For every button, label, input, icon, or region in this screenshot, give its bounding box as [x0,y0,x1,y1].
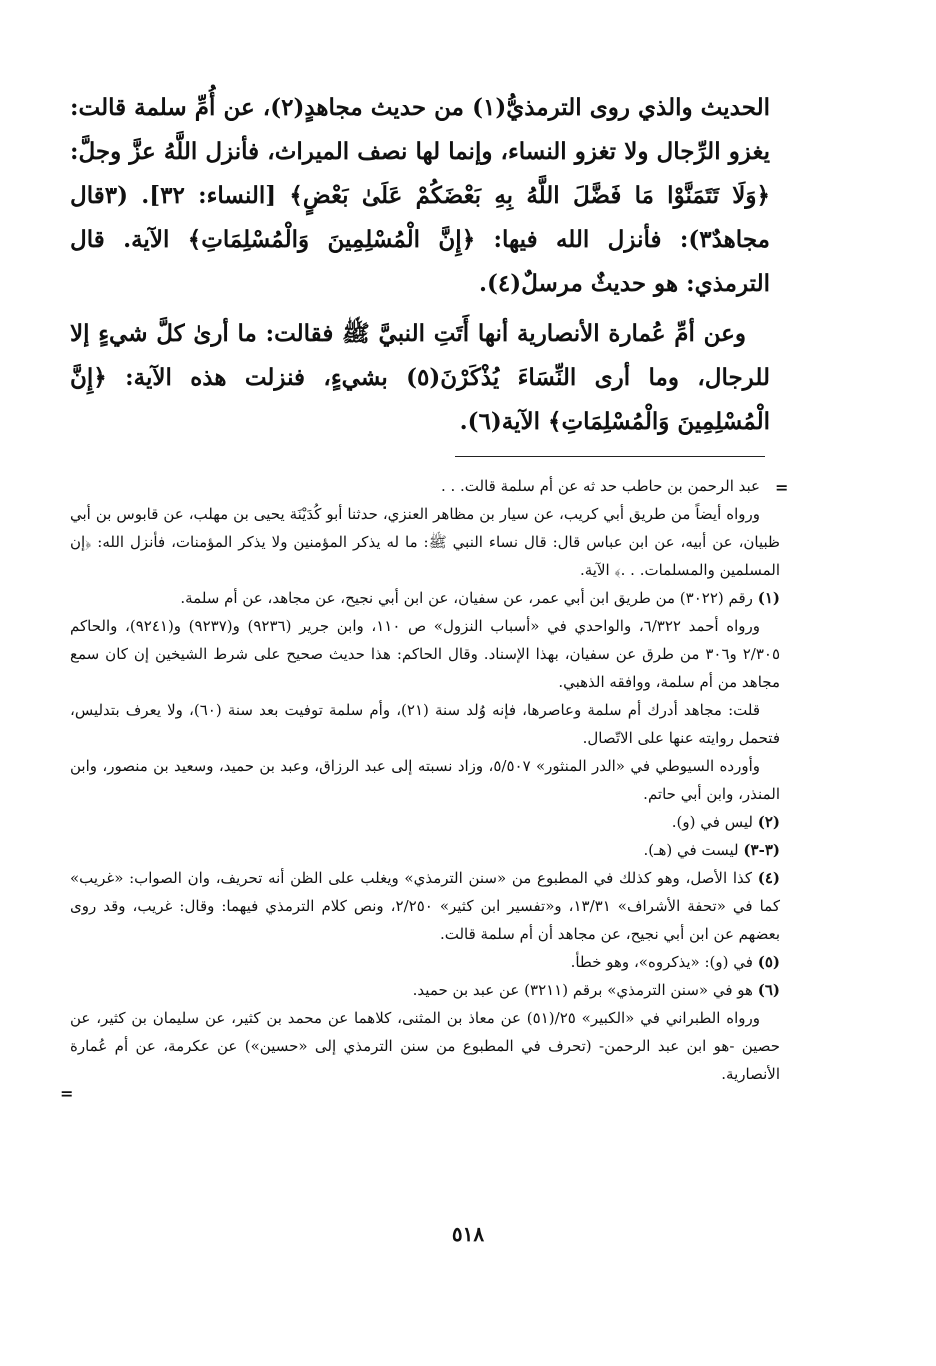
main-paragraph: وعن أمِّ عُمارة الأنصارية أنها أَتَتِ النبيَّ ﷺ فقالت: ما أرىٰ كلَّ شيءٍ إلا للرجال، وما أرى النِّسَاءَ يُذْكَرْنَ(٥) بشيءٍ، فنزلت هذه الآية: ﴿إِنَّ الْمُسْلِمِينَ وَالْمُسْلِمَاتِ﴾ الآية(٦). [70,320,770,435]
footnote-number: (٦) [757,981,780,999]
footnote-3 [70,836,780,864]
footnote-paragraph: وأورده السيوطي في «الدر المنثور» ٥/٥٠٧، وزاد نسبته إلى عبد الرزاق، وعبد بن حميد، وسعيد بن منصور، وابن المنذر، وابن أبي حاتم. [70,757,780,803]
footnote-2 [70,808,780,836]
main-paragraph: الحديث والذي روى الترمذيُّ(١) من حديث مجاهدٍ(٢)، عن أُمِّ سلمة قالت: يغزو الرِّجال ولا تغزو النساء، وإنما لها نصف الميراث، فأنزل اللَّهُ عزَّ وجلَّ: ﴿وَلَا تَتَمَنَّوْا مَا فَضَّلَ اللَّهُ بِهِ بَعْضَكُمْ عَلَىٰ بَعْضٍ﴾ [النساء: ٣٢]. (٣قال مجاهدٌ٣): فأنزل الله فيها: ﴿إِنَّ الْمُسْلِمِينَ وَالْمُسْلِمَاتِ﴾ الآية. قال الترمذي: هو حديثٌ مرسلٌ(٤). [70,94,770,297]
footnote-text: هو في «سنن الترمذي» برقم (٣٢١١) عن عبد بن حميد. [412,981,753,999]
footnote-4 [70,864,780,948]
footnote-6 [70,976,780,1004]
footnotes-section [70,472,780,1088]
footnote-number: (٣-٣) [743,841,780,859]
continuation-marker: = [775,478,789,497]
footnote-paragraph: ورواه الطبراني في «الكبير» ٢٥/(٥١) عن معاذ بن المثنى، كلاهما عن محمد بن كثير، عن سليمان بن كثير، عن حصين -هو ابن عبد الرحمن- (تحرف في المطبوع من سنن الترمذي إلى «حسين») عن عكرمة، عن أم عُمارة الأنصارية. [70,1009,780,1083]
footnote-text: في (و): «يذكروه»، وهو خطأ. [570,953,753,971]
footnote-1 [70,584,780,612]
footnote-divider [455,456,765,457]
footnote-number: (١) [757,589,780,607]
footnote-continuation: عبد الرحمن بن حاطب حد ثه عن أم سلمة قالت. . . [440,477,760,495]
main-text-body [70,86,770,444]
footnote-paragraph: ورواه أحمد ٦/٣٢٢، والواحدي في «أسباب النزول» ص ١١٠، وابن جرير (٩٢٣٦) و(٩٢٣٧) و(٩٢٤١)، والحاكم ٢/٣٠٥ و٣٠٦ من طرق عن سفيان، بهذا الإسناد. وقال الحاكم: هذا حديث صحيح على شرط الشيخين إن كان سمع مجاهد من أم سلمة، ووافقه الذهبي. [70,617,781,691]
footnote-text: رقم (٣٠٢٢) من طريق ابن أبي عمر، عن سفيان، عن ابن أبي نجيح، عن مجاهد، عن أم سلمة. [180,589,753,607]
footnote-number: (٥) [757,953,780,971]
footnote-number: (٤) [757,869,780,887]
continuation-marker: = [60,1084,74,1103]
footnote-number: (٢) [757,813,780,831]
footnote-5 [70,948,780,976]
footnote-continuation: ورواه أيضاً من طريق أبي كريب، عن سيار بن مظاهر العنزي، حدثنا أبو كُدَيْنَة يحيى بن مهلب، عن قابوس بن أبي ظبيان، عن أبيه، عن ابن عباس قال: قال نساء النبي ﷺ: ما له يذكر المؤمنين ولا يذكر المؤمنات، فأنزل الله: ﴿إن المسلمين والمسلمات. . .﴾ الآية. [70,505,780,579]
footnote-paragraph: قلت: مجاهد أدرك أم سلمة وعاصرها، فإنه وُلد سنة (٢١)، وأم سلمة توفيت بعد سنة (٦٠)، ولا يعرف بتدليس، فتحمل روايته عنها على الاتّصال. [70,701,780,747]
footnote-text: ليست في (هـ). [643,841,739,859]
page-number: ٥١٨ [451,1222,485,1246]
footnote-text: ليس في (و). [671,813,753,831]
footnote-text: كذا الأصل، وهو كذلك في المطبوع من «سنن الترمذي» ويغلب على الظن أنه تحريف، وان الصواب: «غريب» كما في «تحفة الأشراف» ١٣/٣١، و«تفسير ابن كثير» ٢/٢٥٠، ونص كلام الترمذي فيهما: وقال: غريب، وقد روى بعضهم عن ابن أبي نجيح، عن مجاهد أن أم سلمة قالت. [70,869,780,943]
